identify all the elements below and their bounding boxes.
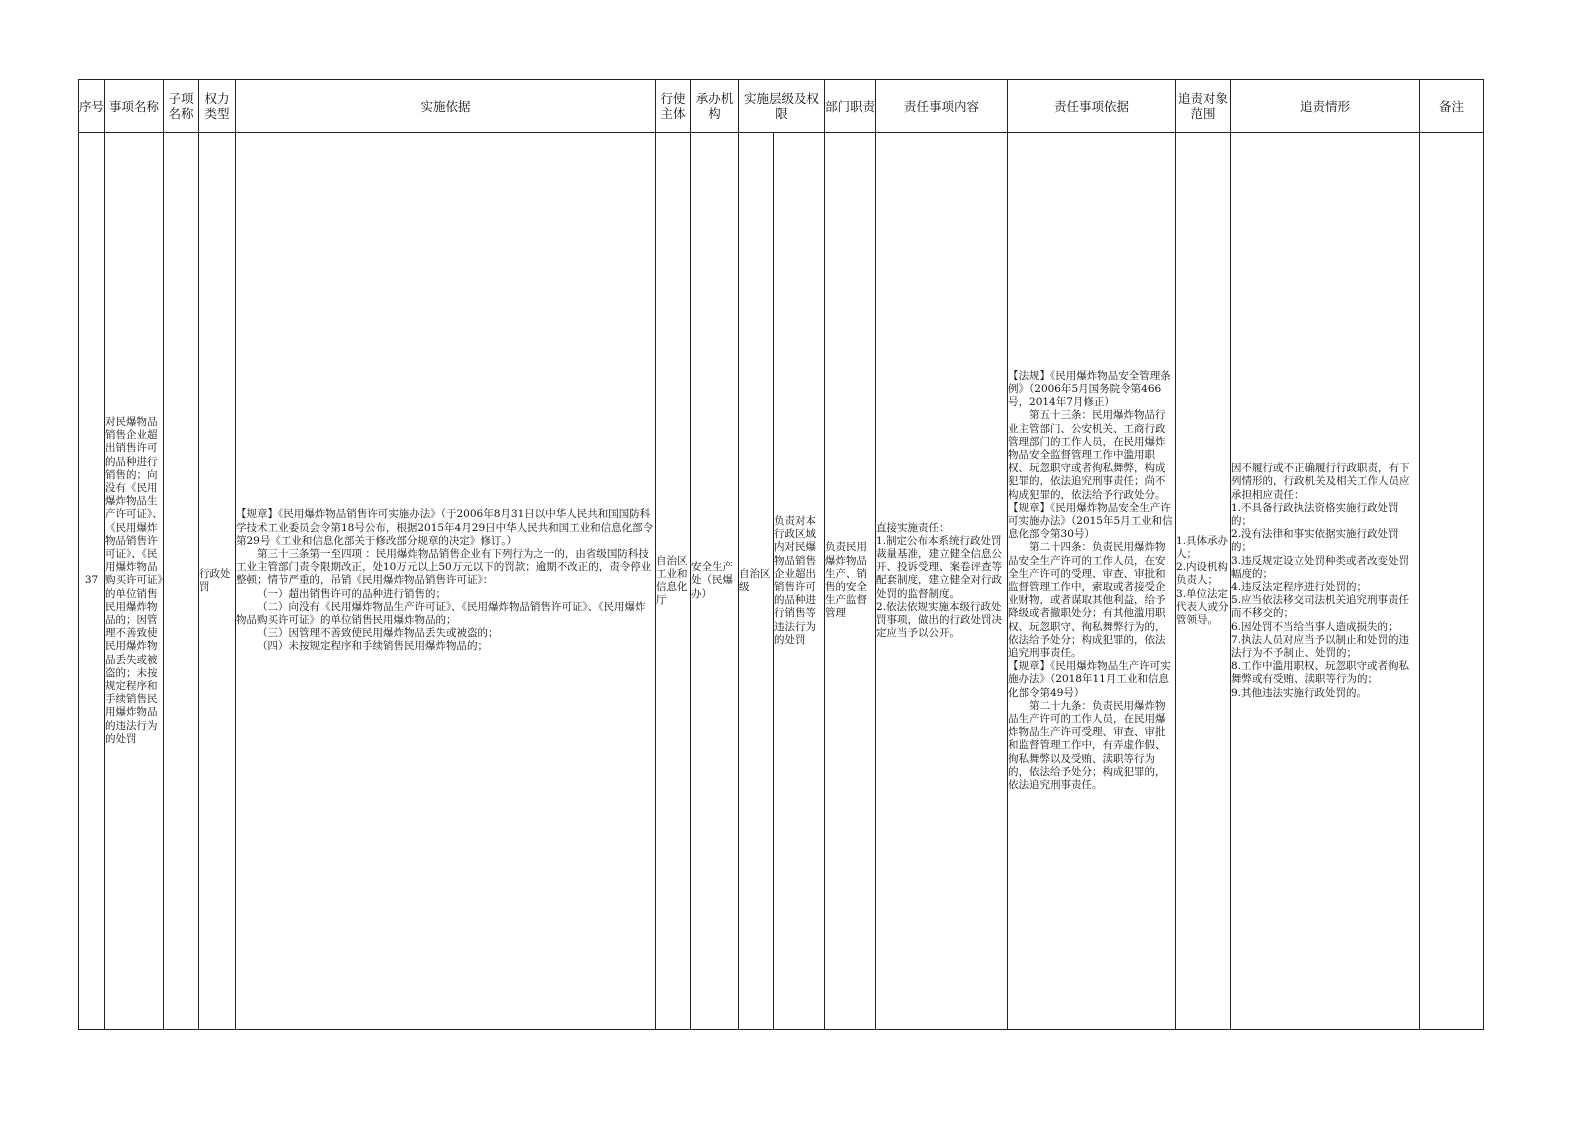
header-org: 承办机构: [691, 80, 739, 133]
situation-line: 2.没有法律和事实依据实施行政处罚的；: [1231, 528, 1399, 554]
situation-cell: [1231, 133, 1420, 1030]
power-type-cell: 行政处罚: [199, 133, 236, 1030]
basis-line: （四）未按规定程序和手续销售民用爆炸物品的；: [257, 640, 488, 653]
header-resp-basis: 责任事项依据: [1008, 80, 1176, 133]
situation-line: 9.其他违法实施行政处罚的。: [1231, 686, 1368, 699]
header-dept-duty: 部门职责: [825, 80, 876, 133]
item-name-cell: 对民爆物品销售企业超出销售许可的品种进行销售的；向没有《民用爆炸物品生产许可证》、《民用爆炸物品销售许可证》、《民用爆炸物品购买许可证》的单位销售民用爆炸物品的；因管理不善致使民用爆炸物品丢失或被盗的；未按规定程序和手续销售民用爆炸物品的违法行为的处罚: [105, 133, 164, 1030]
header-level: 实施层级及权限: [739, 80, 825, 133]
table-row: [79, 133, 1484, 1030]
scope-line: 2.内设机构负责人；: [1176, 561, 1229, 587]
situation-line: 3.违反规定设立处罚种类或者改变处罚幅度的；: [1231, 554, 1410, 580]
basis-line: 第三十三条第一至四项 ：民用爆炸物品销售企业有下列行为之一的，由省级国防科技工业主管部门责令限期改正，处10万元以上50万元以下的罚款；逾期不改正的，责令停业整顿；情节严重的，吊销《民用爆炸物品销售许可证》：: [236, 547, 652, 587]
resp-content-line: 直接实施责任：: [876, 521, 950, 534]
seq-cell: 37: [79, 133, 105, 1030]
header-scope: 追责对象范围: [1176, 80, 1231, 133]
header-row: [79, 80, 1484, 133]
scope-cell: [1176, 133, 1231, 1030]
basis-line: 【规章】《民用爆炸物品销售许可实施办法》（于2006年8月31日以中华人民共和国国防科学技术工业委员会令第18号公布，根据2015年4月29日中华人民共和国工业和信息化部令第29号《工业和信息化部关于修改部分规章的决定》修订。）: [236, 508, 654, 547]
resp-basis-cell: [1008, 133, 1176, 1030]
situation-line: 5.应当依法移交司法机关追究刑事责任而不移交的；: [1231, 594, 1410, 620]
resp-content-cell: [876, 133, 1008, 1030]
scope-line: 1.具体承办人；: [1176, 534, 1229, 560]
resp-basis-line: 第二十四条：负责民用爆炸物品安全生产许可的工作人员，在安全生产许可的受理、审查、审批和监督管理工作中，索取或者接受企业财物，或者谋取其他利益，给予降级或者撤职处分；有其他滥用职权、玩忽职守、徇私舞弊行为的，依法给予处分；构成犯罪的，依法追究刑事责任。: [1008, 541, 1166, 660]
header-sub-name: 子项名称: [164, 80, 199, 133]
level-cell: 自治区级: [739, 133, 774, 1030]
resp-basis-line: 【规章】《民用爆炸物品生产许可实施办法》（2018年11月工业和信息化部令第49号）: [1008, 660, 1171, 699]
situation-line: 7.执法人员对应当予以制止和处罚的违法行为不予制止、处罚的；: [1231, 633, 1410, 660]
situation-line: 1.不具备行政执法资格实施行政处罚的；: [1231, 501, 1399, 527]
header-subject: 行使主体: [656, 80, 691, 133]
authority-cell: 负责对本行政区域内对民爆物品销售企业超出销售许可的品种进行销售等违法行为的处罚: [774, 133, 825, 1030]
header-resp-content: 责任事项内容: [876, 80, 1008, 133]
subject-cell: 自治区工业和信息化厅: [656, 133, 691, 1030]
sub-name-cell: [164, 133, 199, 1030]
header-remark: 备注: [1420, 80, 1484, 133]
dept-duty-cell: 负责民用爆炸物品生产、销售的安全生产监督管理: [825, 133, 876, 1030]
scope-line: 3.单位法定代表人或分管领导。: [1176, 587, 1229, 626]
resp-content-line: 1.制定公布本系统行政处罚裁量基准，建立健全信息公开、投诉受理、案卷评查等配套制度，建立健全对行政处罚的监督制度。: [876, 534, 1003, 600]
header-item-name: 事项名称: [105, 80, 164, 133]
basis-line: （三）因管理不善致使民用爆炸物品丢失或被盗的；: [257, 627, 499, 640]
situation-line: 4.违反法定程序进行处罚的；: [1231, 581, 1368, 593]
resp-basis-line: 【法规】《民用爆炸物品安全管理条例》（2006年5月国务院令第466号，2014年7月修正）: [1008, 369, 1171, 409]
remark-cell: [1420, 133, 1484, 1030]
header-seq: 序号: [79, 80, 105, 133]
resp-basis-line: 第二十九条：负责民用爆炸物品生产许可的工作人员，在民用爆炸物品生产许可受理、审查、审批和监督管理工作中，有弄虚作假、徇私舞弊以及受贿、渎职等行为的，依法给予处分；构成犯罪的，依法追究刑事责任。: [1008, 699, 1166, 792]
situation-line: 8.工作中滥用职权、玩忽职守或者徇私舞弊或有受贿、渎职等行为的；: [1231, 660, 1410, 686]
situation-line: 6.因处罚不当给当事人造成损失的；: [1231, 620, 1399, 633]
liability-table: [78, 79, 1484, 1030]
header-situation: 追责情形: [1231, 80, 1420, 133]
resp-content-line: 2.依法依规实施本级行政处罚事项，做出的行政处罚决定应当予以公开。: [876, 600, 1003, 640]
header-power-type: 权力类型: [199, 80, 236, 133]
basis-cell: [236, 133, 656, 1030]
resp-basis-line: 【规章】《民用爆炸物品安全生产许可实施办法》（2015年5月工业和信息化部令第30号）: [1008, 501, 1173, 541]
org-cell: 安全生产处（民爆办）: [691, 133, 739, 1030]
basis-line: （二）向没有《民用爆炸物品生产许可证》、《民用爆炸物品销售许可证》、《民用爆炸物品购买许可证》的单位销售民用爆炸物品的；: [236, 600, 646, 626]
header-basis: 实施依据: [236, 80, 656, 133]
situation-line: 因不履行或不正确履行行政职责，有下列情形的，行政机关及相关工作人员应承担相应责任：: [1231, 462, 1410, 501]
resp-basis-line: 第五十三条：民用爆炸物品行业主管部门、公安机关、工商行政管理部门的工作人员，在民用爆炸物品安全监督管理工作中滥用职权、玩忽职守或者徇私舞弊，构成犯罪的，依法追究刑事责任；尚不构成犯罪的，依法给予行政处分。: [1008, 409, 1166, 501]
basis-line: （一）超出销售许可的品种进行销售的；: [257, 587, 446, 600]
